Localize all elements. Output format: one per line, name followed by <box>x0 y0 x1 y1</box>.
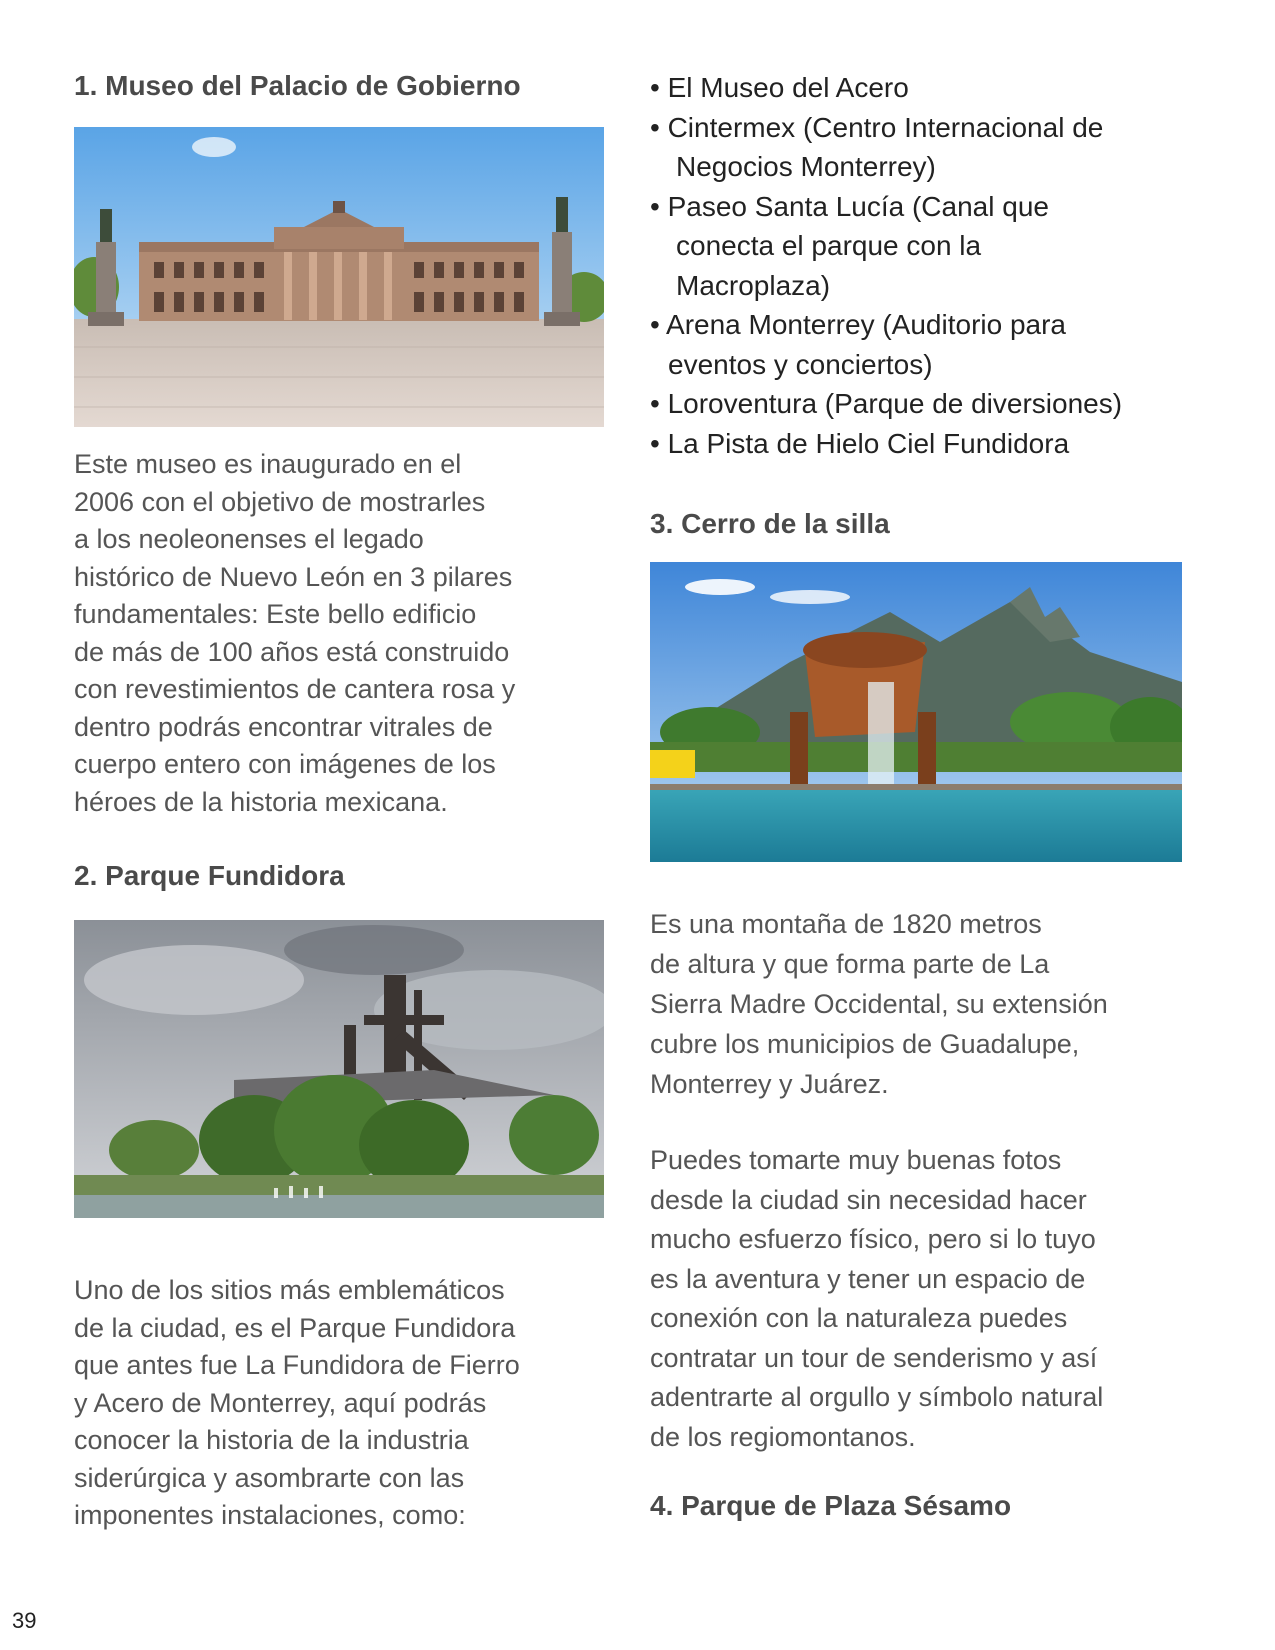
text-line: es la aventura y tener un espacio de <box>650 1263 1086 1294</box>
list-item-text: • La Pista de Hielo Ciel Fundidora <box>650 427 1070 459</box>
section-title-fundidora: 2. Parque Fundidora <box>74 860 345 891</box>
list-item <box>650 305 1210 384</box>
text-line: imponentes instalaciones, como: <box>74 1500 466 1530</box>
fundidora-features-list <box>650 68 1210 463</box>
text-line: que antes fue La Fundidora de Fierro <box>74 1350 520 1380</box>
list-item-text: eventos y conciertos) <box>668 348 933 380</box>
fundidora-description <box>74 1272 634 1535</box>
text-line: fundamentales: Este bello edificio <box>74 599 477 629</box>
text-line: conocer la historia de la industria <box>74 1425 469 1455</box>
text-line: Puedes tomarte muy buenas fotos <box>650 1145 1062 1175</box>
list-item <box>650 68 1210 108</box>
text-line: y Acero de Monterrey, aquí podrás <box>74 1387 487 1418</box>
list-item <box>650 424 1210 464</box>
text-line: de altura y que forma parte de La <box>650 949 1050 979</box>
text-line: Es una montaña de 1820 metros <box>650 909 1042 939</box>
text-line: a los neoleonenses el legado <box>74 524 424 554</box>
section-title-cerro: 3. Cerro de la silla <box>650 508 890 539</box>
text-line: siderúrgica y asombrarte con las <box>74 1462 465 1493</box>
text-line: cuerpo entero con imágenes de los <box>74 749 496 779</box>
list-item <box>650 187 1210 306</box>
list-item <box>650 108 1210 187</box>
list-item-text: • Loroventura (Parque de diversiones) <box>650 388 1123 419</box>
text-line: Sierra Madre Occidental, su extensión <box>650 989 1108 1019</box>
text-line: con revestimientos de cantera rosa y <box>74 674 516 704</box>
list-item-text: Macroplaza) <box>676 269 831 301</box>
palace-photo <box>74 127 604 427</box>
list-item-text: • El Museo del Acero <box>650 72 909 103</box>
mountain-fountain-photo <box>650 562 1182 862</box>
list-item-text: conecta el parque con la <box>676 230 982 261</box>
text-line: conexión con la naturaleza puedes <box>650 1303 1068 1333</box>
foundry-park-photo <box>74 920 604 1218</box>
text-line: histórico de Nuevo León en 3 pilares <box>74 561 513 592</box>
text-line: Uno de los sitios más emblemáticos <box>74 1275 505 1305</box>
text-line: cubre los municipios de Guadalupe, <box>650 1029 1080 1059</box>
list-item-text: • Cintermex (Centro Internacional de <box>650 111 1104 143</box>
palacio-description <box>74 446 614 821</box>
text-line: desde la ciudad sin necesidad hacer <box>650 1184 1087 1215</box>
list-item-text: Negocios Monterrey) <box>676 151 936 182</box>
text-line: 2006 con el objetivo de mostrarles <box>74 486 486 517</box>
text-line: héroes de la historia mexicana. <box>74 786 448 817</box>
text-line: Este museo es inaugurado en el <box>74 449 462 479</box>
text-line: de la ciudad, es el Parque Fundidora <box>74 1312 516 1343</box>
page-number: 39 <box>12 1608 37 1633</box>
text-line: dentro podrás encontrar vitrales de <box>74 711 493 742</box>
text-line: adentrarte al orgullo y símbolo natural <box>650 1382 1104 1412</box>
text-line: Monterrey y Juárez. <box>650 1069 889 1099</box>
list-item-text: • Arena Monterrey (Auditorio para <box>650 309 1067 340</box>
section-title-plaza-sesamo: 4. Parque de Plaza Sésamo <box>650 1490 1012 1521</box>
list-item <box>650 384 1210 424</box>
text-line: contratar un tour de senderismo y así <box>650 1342 1098 1373</box>
cerro-description <box>650 904 1210 1104</box>
list-item-text: • Paseo Santa Lucía (Canal que <box>650 190 1049 222</box>
text-line: de más de 100 años está construido <box>74 636 510 667</box>
text-line: de los regiomontanos. <box>650 1421 916 1452</box>
cerro-tips <box>650 1141 1210 1457</box>
section-title-palacio: 1. Museo del Palacio de Gobierno <box>74 70 521 101</box>
text-line: mucho esfuerzo físico, pero si lo tuyo <box>650 1224 1096 1254</box>
